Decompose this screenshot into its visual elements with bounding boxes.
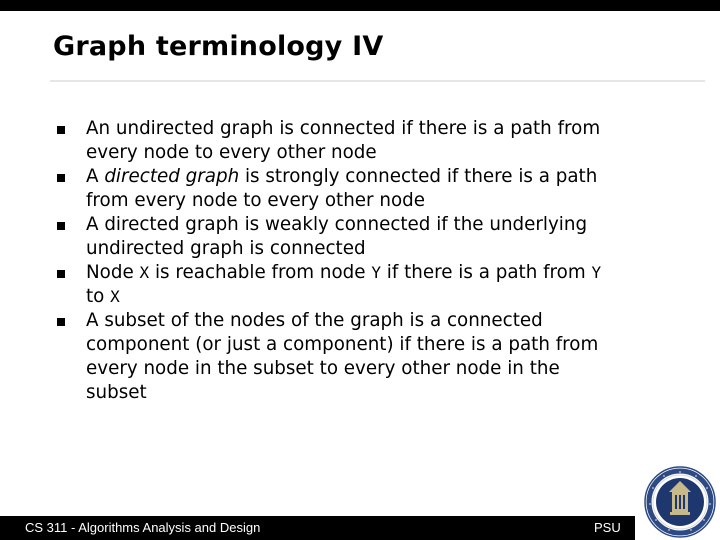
bullet-text: A subset of the nodes of the graph is a connected bbox=[86, 310, 543, 331]
square-bullet-icon bbox=[57, 126, 65, 134]
code-variable: X bbox=[110, 287, 120, 306]
bullet-text: A directed graph is weakly connected if the underlying bbox=[86, 214, 588, 235]
bullet-list bbox=[55, 117, 675, 405]
bullet-text: every node to every other node bbox=[86, 142, 377, 163]
bullet-line bbox=[86, 141, 675, 165]
bullet-text: to bbox=[86, 286, 111, 307]
bullet-text: subset bbox=[86, 382, 147, 403]
bullet-line bbox=[86, 165, 675, 189]
emphasized-term: directed graph bbox=[104, 166, 240, 187]
bullet-text: A bbox=[86, 166, 105, 187]
code-variable: Y bbox=[591, 263, 602, 282]
bullet-item bbox=[55, 261, 675, 309]
square-bullet-icon bbox=[57, 270, 65, 278]
bullet-line bbox=[86, 333, 675, 357]
slide-title: Graph terminology IV bbox=[53, 31, 384, 62]
bullet-line bbox=[86, 357, 675, 381]
square-bullet-icon bbox=[57, 222, 65, 230]
bullet-item bbox=[55, 309, 675, 405]
bullet-line bbox=[86, 261, 675, 285]
bullet-text: if there is a path from bbox=[380, 262, 592, 283]
bullet-item bbox=[55, 165, 675, 213]
bullet-line bbox=[86, 285, 675, 309]
code-variable: X bbox=[139, 263, 150, 282]
bullet-text: is reachable from node bbox=[149, 262, 372, 283]
square-bullet-icon bbox=[57, 174, 65, 182]
university-seal-logo bbox=[644, 466, 716, 538]
bullet-text: from every node to every other node bbox=[86, 190, 426, 211]
bullet-line bbox=[86, 309, 675, 333]
bullet-text: is strongly connected if there is a path bbox=[239, 166, 598, 187]
square-bullet-icon bbox=[57, 318, 65, 326]
bullet-line bbox=[86, 381, 675, 405]
bullet-item bbox=[55, 117, 675, 165]
bullet-text: undirected graph is connected bbox=[86, 238, 366, 259]
bullet-text: Node bbox=[86, 262, 140, 283]
bullet-line bbox=[86, 213, 675, 237]
bullet-text: component (or just a component) if there is a path from bbox=[86, 334, 599, 355]
course-label: CS 311 - Algorithms Analysis and Design bbox=[25, 520, 261, 535]
org-label: PSU bbox=[594, 520, 621, 535]
footer-bar bbox=[0, 516, 635, 540]
top-bar bbox=[0, 0, 720, 11]
bullet-line bbox=[86, 237, 675, 261]
title-divider bbox=[50, 80, 705, 82]
bullet-text: every node in the subset to every other node in the bbox=[86, 358, 560, 379]
bullet-line bbox=[86, 189, 675, 213]
bullet-item bbox=[55, 213, 675, 261]
bullet-text: An undirected graph is connected if there is a path from bbox=[86, 118, 601, 139]
code-variable: Y bbox=[371, 263, 381, 282]
bullet-line bbox=[86, 117, 675, 141]
